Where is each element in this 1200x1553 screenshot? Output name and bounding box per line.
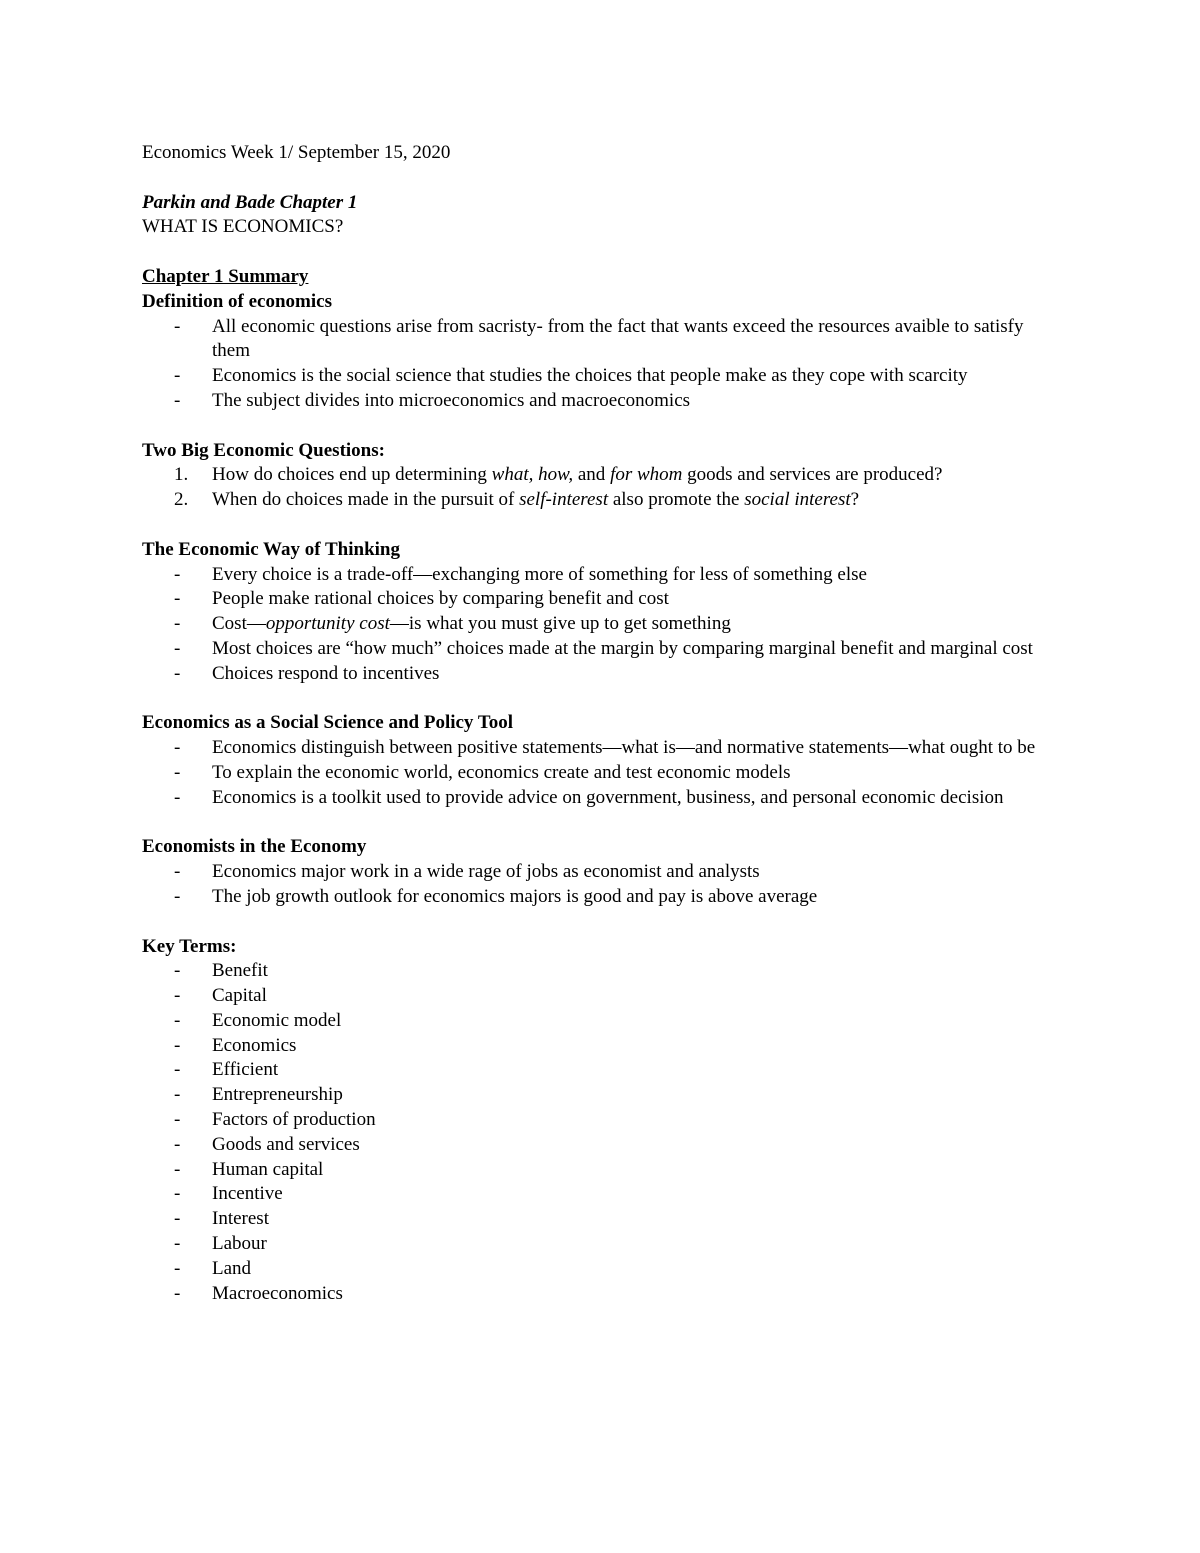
bullet-marker: -	[174, 985, 181, 1007]
economists-heading: Economists in the Economy	[142, 836, 367, 858]
list-item	[142, 885, 1062, 910]
list-item-text: To explain the economic world, economics create and test economic models	[212, 761, 791, 783]
bullet-marker: -	[174, 613, 181, 635]
list-item	[142, 662, 1062, 687]
bullet-marker: -	[174, 761, 181, 783]
list-item	[142, 463, 1062, 488]
bullet-marker: -	[174, 1183, 181, 1205]
thinking-heading: The Economic Way of Thinking	[142, 538, 400, 560]
questions-heading: Two Big Economic Questions:	[142, 439, 385, 461]
list-item-text: Economics is the social science that studies the choices that people make as they cope with scarcity	[212, 365, 968, 387]
key-term-text: Capital	[212, 985, 267, 1007]
key-term-item	[142, 1282, 1062, 1307]
document-title: WHAT IS ECONOMICS?	[142, 216, 344, 238]
key-term-item	[142, 984, 1062, 1009]
list-item-text: All economic questions arise from sacristy- from the fact that wants exceed the resources avaible to satisfy them	[212, 315, 1024, 362]
social-science-list	[142, 736, 1062, 810]
bullet-marker: -	[174, 1034, 181, 1056]
key-term-item	[142, 1108, 1062, 1133]
list-item-text: Choices respond to incentives	[212, 662, 440, 684]
question-text: When do choices made in the pursuit of self-interest also promote the social interest?	[212, 489, 860, 511]
course-date-line: Economics Week 1/ September 15, 2020	[142, 142, 451, 163]
definition-heading: Definition of economics	[142, 290, 332, 312]
list-item	[142, 860, 1062, 885]
list-item-text: People make rational choices by comparing benefit and cost	[212, 588, 669, 610]
list-item-text: The job growth outlook for economics majors is good and pay is above average	[212, 885, 818, 907]
key-term-text: Interest	[212, 1208, 269, 1230]
key-term-text: Human capital	[212, 1158, 324, 1180]
bullet-marker: -	[174, 885, 181, 907]
list-item	[142, 786, 1062, 811]
book-chapter-line: Parkin and Bade Chapter 1	[142, 191, 358, 213]
key-terms-heading: Key Terms:	[142, 935, 237, 957]
list-item	[142, 761, 1062, 786]
key-term-item	[142, 1232, 1062, 1257]
bullet-marker: -	[174, 1233, 181, 1255]
bullet-marker: -	[174, 1109, 181, 1131]
key-term-text: Goods and services	[212, 1133, 360, 1155]
number-marker: 2.	[174, 489, 189, 511]
list-item-text: Most choices are “how much” choices made at the margin by comparing marginal benefit and marginal cost	[212, 637, 1033, 659]
key-term-item	[142, 1034, 1062, 1059]
key-term-text: Incentive	[212, 1183, 283, 1205]
bullet-marker: -	[174, 1257, 181, 1279]
list-item	[142, 389, 1062, 414]
bullet-marker: -	[174, 563, 181, 585]
bullet-marker: -	[174, 960, 181, 982]
key-term-text: Factors of production	[212, 1109, 376, 1131]
summary-heading: Chapter 1 Summary	[142, 265, 309, 287]
key-term-text: Economic model	[212, 1009, 342, 1031]
bullet-marker: -	[174, 786, 181, 808]
list-item	[142, 736, 1062, 761]
key-term-item	[142, 1182, 1062, 1207]
key-term-item	[142, 1083, 1062, 1108]
list-item-text: Economics major work in a wide rage of jobs as economist and analysts	[212, 861, 760, 883]
list-item-text: Every choice is a trade-off—exchanging more of something for less of something else	[212, 563, 867, 585]
key-term-item	[142, 1058, 1062, 1083]
bullet-marker: -	[174, 861, 181, 883]
key-term-text: Economics	[212, 1034, 297, 1056]
bullet-marker: -	[174, 389, 181, 411]
key-term-item	[142, 1207, 1062, 1232]
key-term-text: Entrepreneurship	[212, 1084, 343, 1106]
list-item	[142, 637, 1062, 662]
bullet-marker: -	[174, 737, 181, 759]
key-term-text: Macroeconomics	[212, 1282, 343, 1304]
document-body	[142, 141, 1062, 1306]
key-term-item	[142, 1158, 1062, 1183]
key-term-text: Labour	[212, 1233, 267, 1255]
number-marker: 1.	[174, 464, 189, 486]
bullet-marker: -	[174, 1208, 181, 1230]
bullet-marker: -	[174, 637, 181, 659]
bullet-marker: -	[174, 588, 181, 610]
bullet-marker: -	[174, 365, 181, 387]
list-item-text: The subject divides into microeconomics and macroeconomics	[212, 389, 691, 411]
list-item-text: Cost—opportunity cost—is what you must give up to get something	[212, 613, 731, 635]
list-item-text: Economics is a toolkit used to provide advice on government, business, and personal economic decision	[212, 786, 1004, 808]
list-item	[142, 563, 1062, 588]
list-item	[142, 315, 1062, 365]
definition-list	[142, 315, 1062, 414]
key-term-item	[142, 1257, 1062, 1282]
bullet-marker: -	[174, 1059, 181, 1081]
key-term-item	[142, 959, 1062, 984]
key-term-item	[142, 1009, 1062, 1034]
key-terms-list	[142, 959, 1062, 1306]
list-item	[142, 364, 1062, 389]
list-item	[142, 612, 1062, 637]
bullet-marker: -	[174, 1084, 181, 1106]
list-item	[142, 587, 1062, 612]
key-term-text: Land	[212, 1257, 252, 1279]
bullet-marker: -	[174, 1009, 181, 1031]
bullet-marker: -	[174, 1133, 181, 1155]
list-item	[142, 488, 1062, 513]
economists-list	[142, 860, 1062, 910]
bullet-marker: -	[174, 1158, 181, 1180]
bullet-marker: -	[174, 662, 181, 684]
list-item-text: Economics distinguish between positive statements—what is—and normative statements—what ought to be	[212, 737, 1036, 759]
key-term-text: Benefit	[212, 960, 268, 982]
bullet-marker: -	[174, 315, 181, 337]
key-term-text: Efficient	[212, 1059, 279, 1081]
social-science-heading: Economics as a Social Science and Policy Tool	[142, 712, 514, 734]
bullet-marker: -	[174, 1282, 181, 1304]
questions-list	[142, 463, 1062, 513]
thinking-list	[142, 563, 1062, 687]
key-term-item	[142, 1133, 1062, 1158]
question-text: How do choices end up determining what, how, and for whom goods and services are produced?	[212, 464, 943, 486]
